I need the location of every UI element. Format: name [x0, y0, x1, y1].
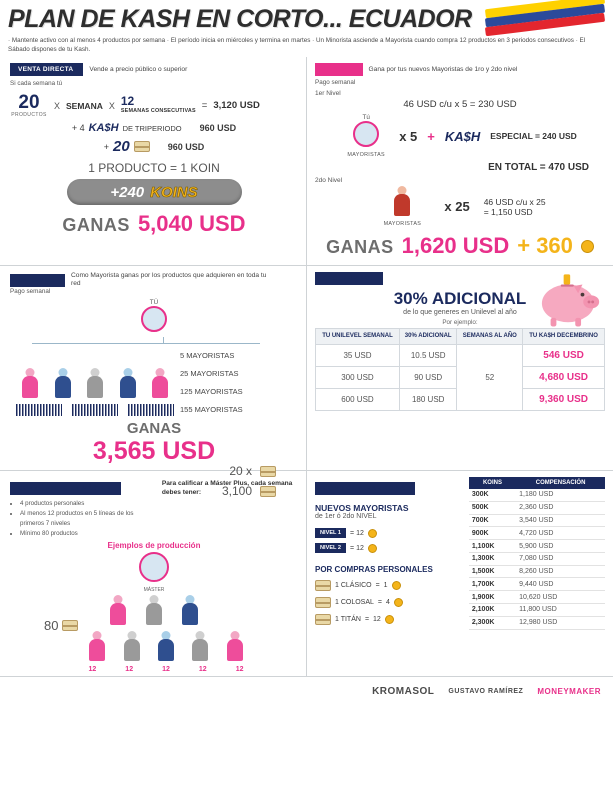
compra-eq-3: = [364, 616, 370, 623]
koin-icon [581, 240, 594, 253]
product-label: PRODUCTOS [11, 112, 47, 118]
compra-eq-2: = [377, 599, 383, 606]
koins-table [469, 477, 605, 630]
koin-icon-c2 [394, 598, 403, 607]
koin-icon-c3 [385, 615, 394, 624]
row-3 [0, 471, 613, 676]
unilevel-box2-label: 3,100 [221, 484, 252, 498]
branch-value-3: 12 [162, 666, 170, 673]
rapido-tag: RÁPIDO: [315, 63, 363, 76]
rapido-plus: + [427, 128, 435, 144]
koins-r1c2: 1,180 USD [516, 489, 605, 501]
dec-col-3: SEMANAS AL AÑO [457, 329, 523, 345]
venta-directa-note: Vende a precio público o superior [89, 66, 188, 73]
weeks-label: SEMANAS CONSECUTIVAS [120, 107, 196, 114]
unilevel-level-3: 125 MAYORISTAS [180, 387, 243, 396]
koins-r7c1: 1,500K [469, 565, 516, 578]
koins-nuevos-title: NUEVOS MAYORISTAS [315, 503, 409, 513]
ganas-extra-koins: + 360 [517, 233, 573, 258]
page-footer [0, 676, 613, 706]
dec-col-4: TU KA$H DECEMBRINO [523, 329, 605, 345]
koins-nuevos-sub: de 1er ó 2do NIVEL [315, 513, 377, 520]
ganas-value-3: 3,565 USD [92, 437, 216, 465]
ecuador-flag [485, 2, 605, 30]
table-row [469, 578, 605, 591]
koins-r3c2: 3,540 USD [516, 514, 605, 527]
master-pyramid [10, 552, 298, 673]
table-header-row [469, 477, 605, 489]
unilevel-bars-row [10, 404, 180, 416]
koins-r3c1: 700K [469, 514, 516, 527]
unilevel-tu-label: TÚ [149, 299, 159, 306]
equals-sign: = [201, 100, 208, 111]
dec-r3c2: 180 USD [399, 389, 457, 411]
weeks-number: 12 [120, 93, 135, 108]
branch-value-2: 12 [125, 666, 134, 673]
compra-name-1: 1 CLÁSICO [335, 582, 372, 589]
tu-label: Tú [362, 114, 370, 121]
section-venta-directa [0, 57, 307, 265]
product-count: 20 [18, 92, 40, 113]
unilevel-tag: UNILEVEL: [10, 274, 65, 287]
table-row [469, 514, 605, 527]
section-decembrino [307, 266, 613, 470]
unilevel-level-4: 155 MAYORISTAS [180, 405, 243, 414]
section-master [0, 471, 307, 676]
rapido-nivel2-label: 2do Nivel [315, 177, 343, 184]
package-icon-5 [315, 580, 331, 591]
table-row [469, 565, 605, 578]
avatar-tu [353, 121, 379, 147]
venta-directa-formula [10, 93, 298, 118]
unilevel-ganas [10, 420, 298, 466]
koins-r10c2: 11,800 USD [516, 604, 605, 617]
piggy-bank-icon [531, 270, 605, 328]
table-row [469, 540, 605, 553]
koins-tag: CÓMO GENERAR KOINS [315, 482, 415, 495]
koins-r1c1: 300K [469, 489, 516, 501]
venta-directa-subnote: Si cada semana tú [10, 80, 63, 87]
dec-r2c1: 300 USD [316, 367, 400, 389]
line2-plus: + 4 [71, 123, 85, 133]
line2-text: DE TRIPERIODO [122, 123, 182, 133]
row-1 [0, 57, 613, 266]
rapido-multiplier-2: x 25 [444, 199, 470, 214]
table-row [469, 616, 605, 629]
venta-directa-tag: VENTA DIRECTA [10, 63, 83, 76]
dec-col-1: TU UNILEVEL SEMANAL [316, 329, 400, 345]
rapido-nivel1-label: 1er Nivel [315, 90, 341, 97]
koins-r2c1: 500K [469, 501, 516, 514]
koins-r7c2: 8,260 USD [516, 565, 605, 578]
koins-r11c1: 2,300K [469, 616, 516, 629]
ganas-label-3: GANAS [126, 420, 182, 437]
ganas-value-2: 1,620 USD [401, 233, 510, 258]
koins-r10c1: 2,100K [469, 604, 516, 617]
result-2: 960 USD [199, 123, 237, 133]
brand-kromasol: KROMASOL [372, 686, 435, 697]
decembrino-por-ejemplo: Por ejemplo: [442, 319, 478, 326]
master-bullet-3: • Mínimo 80 productos [20, 529, 156, 539]
unilevel-box1-label: 20 x [229, 464, 252, 478]
table-row [469, 489, 605, 501]
package-icon [134, 141, 150, 152]
content-grid [0, 57, 613, 676]
multiply-2: X [108, 100, 115, 111]
dec-col-2: 30% ADICIONAL [399, 329, 457, 345]
koins-col-2: COMPENSACIÓN [516, 477, 605, 489]
dec-weeks-value: 52 [457, 345, 523, 411]
compra-val-3: 12 [373, 616, 381, 623]
mayoristas-label-1: MAYORISTAS [347, 152, 385, 158]
table-row [316, 345, 605, 367]
rapido-nivel2-calc1: 46 USD c/u x 25 [483, 196, 546, 207]
dec-r2c2: 90 USD [399, 367, 457, 389]
kash-logo-1: KA$H [88, 122, 119, 134]
table-row [469, 552, 605, 565]
dec-r1c4: 546 USD [523, 345, 605, 367]
venta-directa-ganas [10, 211, 298, 237]
koins-r9c1: 1,900K [469, 591, 516, 604]
one-product-equals-koin: 1 PRODUCTO = 1 KOIN [88, 161, 220, 175]
koins-r5c2: 5,900 USD [516, 540, 605, 553]
koins-r4c1: 900K [469, 527, 516, 540]
koins-r9c2: 10,620 USD [516, 591, 605, 604]
rapido-pago: Pago semanal [315, 79, 356, 86]
koins-nivel1-tag: NIVEL 1 [315, 528, 346, 538]
rapido-nivel1-calc: 46 USD c/u x 5 = 230 USD [403, 99, 517, 110]
line3-plus: + [103, 141, 110, 152]
compra-val-1: 1 [383, 582, 388, 589]
table-row [469, 501, 605, 514]
venta-directa-line2 [10, 122, 298, 134]
master-requisitos-title: Para calificar a Máster Plus, cada semana debes tener: [161, 480, 293, 496]
kash-logo-2: KA$H [444, 128, 481, 144]
koin-icon-n1 [368, 529, 377, 538]
compra-name-3: 1 TITÁN [335, 616, 361, 623]
table-header-row [316, 329, 605, 345]
master-bullet-1: • 4 productos personales [20, 499, 156, 509]
koins-r6c2: 7,080 USD [516, 552, 605, 565]
kash-especial: ESPECIAL = 240 USD [490, 131, 577, 141]
multiply-1: X [54, 100, 61, 111]
decembrino-table [315, 328, 605, 411]
compra-eq-1: = [375, 582, 380, 589]
mayoristas-label-2: MAYORISTAS [383, 221, 422, 227]
rapido-note: Gana por tus nuevos Mayoristas de 1ro y 2do nivel [368, 66, 518, 73]
koin-icon-c1 [392, 581, 401, 590]
line3-value: 20 [113, 138, 130, 155]
koins-r4c2: 4,720 USD [516, 527, 605, 540]
page-header [0, 0, 613, 36]
rapido-nivel2-calc2: = 1,150 USD [483, 206, 533, 217]
koins-nivel2-value: = 12 [350, 544, 364, 552]
koin-icon-n2 [368, 544, 377, 553]
koins-word: KOINS [150, 183, 198, 201]
venta-directa-line3 [10, 138, 298, 155]
unilevel-level-1: 5 MAYORISTAS [180, 351, 235, 360]
product-count-block [10, 93, 48, 118]
master-ejemplos-title: Ejemplos de producción [107, 541, 201, 550]
koin-bonus-bar [67, 179, 242, 205]
rapido-ganas [315, 233, 605, 259]
semana-label: SEMANA [66, 100, 103, 111]
dec-r3c1: 600 USD [316, 389, 400, 411]
branch-value-5: 12 [235, 666, 244, 673]
master-bullet-2: • Al menos 12 productos en 5 líneas de los primeros 7 niveles [20, 509, 156, 529]
package-icon-6 [315, 597, 331, 608]
decembrino-subtitle: de lo que generes en Unilevel al año [403, 309, 517, 316]
ganas-label-1: GANAS [62, 215, 130, 235]
table-row [469, 604, 605, 617]
koins-r6c1: 1,300K [469, 552, 516, 565]
package-icon-4 [62, 620, 78, 631]
package-icon-7 [315, 614, 331, 625]
compra-val-2: 4 [386, 599, 390, 606]
dec-r1c2: 10.5 USD [399, 345, 457, 367]
decembrino-title: 30% ADICIONAL [393, 289, 527, 308]
dec-r3c4: 9,360 USD [523, 389, 605, 411]
rapido-multiplier-1: x 5 [399, 128, 418, 144]
master-label: MÁSTER [143, 587, 165, 593]
koins-col-1: KOINS [469, 477, 516, 489]
brand-moneymaker: MONEYMAKER [537, 687, 601, 696]
avatar-master [139, 552, 169, 582]
unilevel-pago: Pago semanal [10, 288, 51, 295]
master-left-number: 80 [44, 618, 59, 633]
header-subline: · Mantente activo con al menos 4 productos por semana · El período inicia en miércoles y termina en martes · Un Minorista asciende a Mayorista cuando compra 12 productos en 3 periodos consecutivos · El Sábado dispones de tu Kash. [8, 37, 586, 53]
koins-r5c1: 1,100K [469, 540, 516, 553]
unilevel-level-2: 25 MAYORISTAS [180, 369, 239, 378]
master-bullets [20, 499, 156, 539]
unilevel-avatars-row [10, 368, 180, 402]
brand-gustavo-ramirez: GUSTAVO RAMÍREZ [448, 688, 524, 695]
avatar-unilevel-tu [141, 306, 167, 332]
avatar-mayorista [389, 186, 415, 216]
section-koins [307, 471, 613, 676]
ganas-label-2: GANAS [326, 237, 394, 257]
koin-plus-value: +240 [110, 183, 145, 201]
result-3: 960 USD [167, 141, 205, 152]
ganas-value-1: 5,040 USD [137, 211, 246, 236]
koins-r11c2: 12,980 USD [516, 616, 605, 629]
koins-compras-title: POR COMPRAS PERSONALES [315, 565, 433, 574]
koins-nivel1-value: = 12 [350, 529, 364, 537]
koins-r8c2: 9,440 USD [516, 578, 605, 591]
branch-value-1: 12 [88, 666, 97, 673]
unilevel-note: Como Mayorista ganas por los productos que adquieren en toda tu red [71, 272, 267, 287]
page-title: PLAN DE KASH EN CORTO... ECUADOR [8, 5, 472, 33]
table-row [469, 527, 605, 540]
table-row [469, 591, 605, 604]
dec-r2c4: 4,680 USD [523, 367, 605, 389]
section-rapido [307, 57, 613, 265]
compra-name-2: 1 COLOSAL [335, 599, 374, 606]
decembrino-tag: DECEMBRINO: [315, 272, 383, 285]
dec-r1c1: 35 USD [316, 345, 400, 367]
koins-nivel2-tag: NIVEL 2 [315, 543, 346, 553]
koins-r2c2: 2,360 USD [516, 501, 605, 514]
rapido-en-total: EN TOTAL = 470 USD [488, 162, 589, 173]
result-1: 3,120 USD [213, 100, 260, 111]
master-tag: CONVIÉRTETE EN MÁSTER [10, 482, 121, 495]
weeks-block [120, 93, 196, 116]
branch-value-4: 12 [198, 666, 207, 673]
koins-r8c1: 1,700K [469, 578, 516, 591]
